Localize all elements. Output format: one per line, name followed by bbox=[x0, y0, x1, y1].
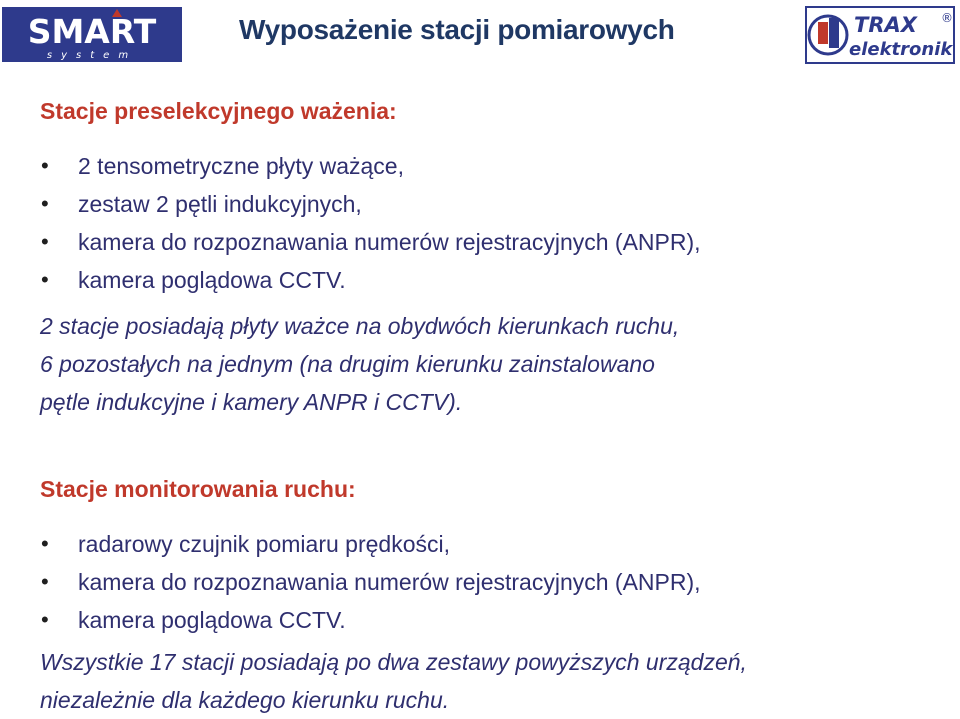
note-line: 6 pozostałych na jednym (na drugim kierunku zainstalowano bbox=[40, 351, 655, 377]
list-item: • kamera do rozpoznawania numerów rejestracyjnych (ANPR), bbox=[40, 223, 701, 261]
smart-system-logo bbox=[0, 5, 184, 64]
section-heading-monitoring: Stacje monitorowania ruchu: bbox=[40, 476, 356, 502]
logo-trax-text: TRAX bbox=[854, 13, 917, 37]
list-item: • kamera poglądowa CCTV. bbox=[40, 601, 701, 639]
section-heading-preselection: Stacje preselekcyjnego ważenia: bbox=[40, 98, 397, 124]
list-item: • zestaw 2 pętli indukcyjnych, bbox=[40, 185, 701, 223]
trax-elektronik-logo bbox=[805, 6, 955, 64]
monitoring-equipment-list bbox=[40, 525, 701, 639]
registered-mark: ® bbox=[941, 11, 953, 25]
page-title: Wyposażenie stacji pomiarowych bbox=[239, 14, 675, 45]
note-line: Wszystkie 17 stacji posiadają po dwa zestawy powyższych urządzeń, bbox=[40, 649, 747, 675]
summary-note bbox=[40, 643, 747, 719]
note-line: pętle indukcyjne i kamery ANPR i CCTV). bbox=[40, 389, 463, 415]
logo-smart-text: SMART bbox=[27, 12, 157, 51]
trax-emblem-icon bbox=[809, 16, 847, 54]
note-line: niezależnie dla każdego kierunku ruchu. bbox=[40, 687, 450, 713]
list-item: • 2 tensometryczne płyty ważące, bbox=[40, 147, 701, 185]
note-line: 2 stacje posiadają płyty ważce na obydwóch kierunkach ruchu, bbox=[40, 313, 680, 339]
list-item: • kamera do rozpoznawania numerów rejestracyjnych (ANPR), bbox=[40, 563, 701, 601]
list-item: • radarowy czujnik pomiaru prędkości, bbox=[40, 525, 701, 563]
logo-system-text: system bbox=[46, 50, 138, 61]
preselection-note bbox=[40, 307, 679, 421]
preselection-equipment-list bbox=[40, 147, 701, 299]
list-item: • kamera poglądowa CCTV. bbox=[40, 261, 701, 299]
logo-elektronik-text: elektronik bbox=[849, 39, 953, 60]
